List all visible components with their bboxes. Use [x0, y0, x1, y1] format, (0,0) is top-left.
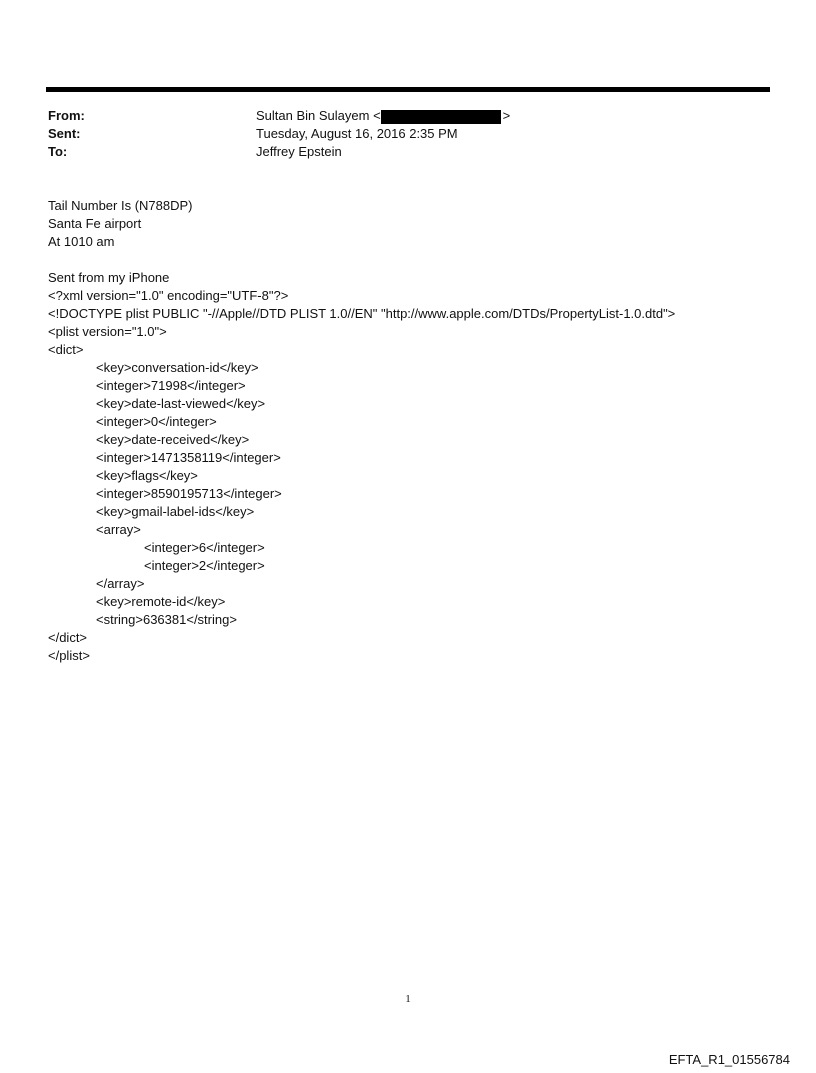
- signature-line: Sent from my iPhone: [48, 270, 170, 285]
- xml-line: <integer>1471358119</integer>: [96, 450, 281, 465]
- from-close: >: [502, 108, 511, 123]
- from-name: Sultan Bin Sulayem <: [256, 108, 381, 123]
- from-label: From:: [48, 108, 85, 123]
- xml-line: <key>date-received</key>: [96, 432, 250, 447]
- xml-line: <key>remote-id</key>: [96, 594, 226, 609]
- xml-line: <key>conversation-id</key>: [96, 360, 259, 375]
- xml-line: <key>flags</key>: [96, 468, 198, 483]
- xml-line: <integer>0</integer>: [96, 414, 217, 429]
- xml-line: <key>gmail-label-ids</key>: [96, 504, 255, 519]
- xml-line: <integer>6</integer>: [144, 540, 265, 555]
- from-value: [256, 107, 510, 125]
- xml-line: <plist version="1.0">: [48, 324, 167, 339]
- page-number: 1: [405, 993, 411, 1005]
- xml-line: <?xml version="1.0" encoding="UTF-8"?>: [48, 288, 289, 303]
- xml-line: </dict>: [48, 630, 88, 645]
- sent-row: [48, 125, 510, 143]
- sent-label: Sent:: [48, 126, 81, 141]
- xml-line: <integer>8590195713</integer>: [96, 486, 282, 501]
- body-line: Santa Fe airport: [48, 216, 142, 231]
- xml-line: <integer>71998</integer>: [96, 378, 246, 393]
- xml-line: <key>date-last-viewed</key>: [96, 396, 266, 411]
- xml-line: <integer>2</integer>: [144, 558, 265, 573]
- xml-line: </array>: [96, 576, 145, 591]
- xml-line: <dict>: [48, 342, 84, 357]
- xml-line: </plist>: [48, 648, 90, 663]
- to-row: [48, 143, 510, 161]
- header-rule: [46, 87, 770, 92]
- xml-line: <array>: [96, 522, 141, 537]
- sent-value: Tuesday, August 16, 2016 2:35 PM: [256, 126, 458, 141]
- redaction-box: [381, 110, 501, 124]
- xml-line: <string>636381</string>: [96, 612, 237, 627]
- email-header: [48, 107, 510, 161]
- spacer: [48, 251, 788, 269]
- document-id: EFTA_R1_01556784: [668, 1052, 790, 1067]
- from-row: [48, 107, 510, 125]
- body-line: Tail Number Is (N788DP): [48, 198, 193, 213]
- email-body: [48, 197, 788, 665]
- xml-line: <!DOCTYPE plist PUBLIC "-//Apple//DTD PLIST 1.0//EN" "http://www.apple.com/DTDs/PropertyList-1.0.dtd">: [48, 306, 676, 321]
- body-line: At 1010 am: [48, 234, 115, 249]
- to-value: Jeffrey Epstein: [256, 144, 342, 159]
- to-label: To:: [48, 144, 68, 159]
